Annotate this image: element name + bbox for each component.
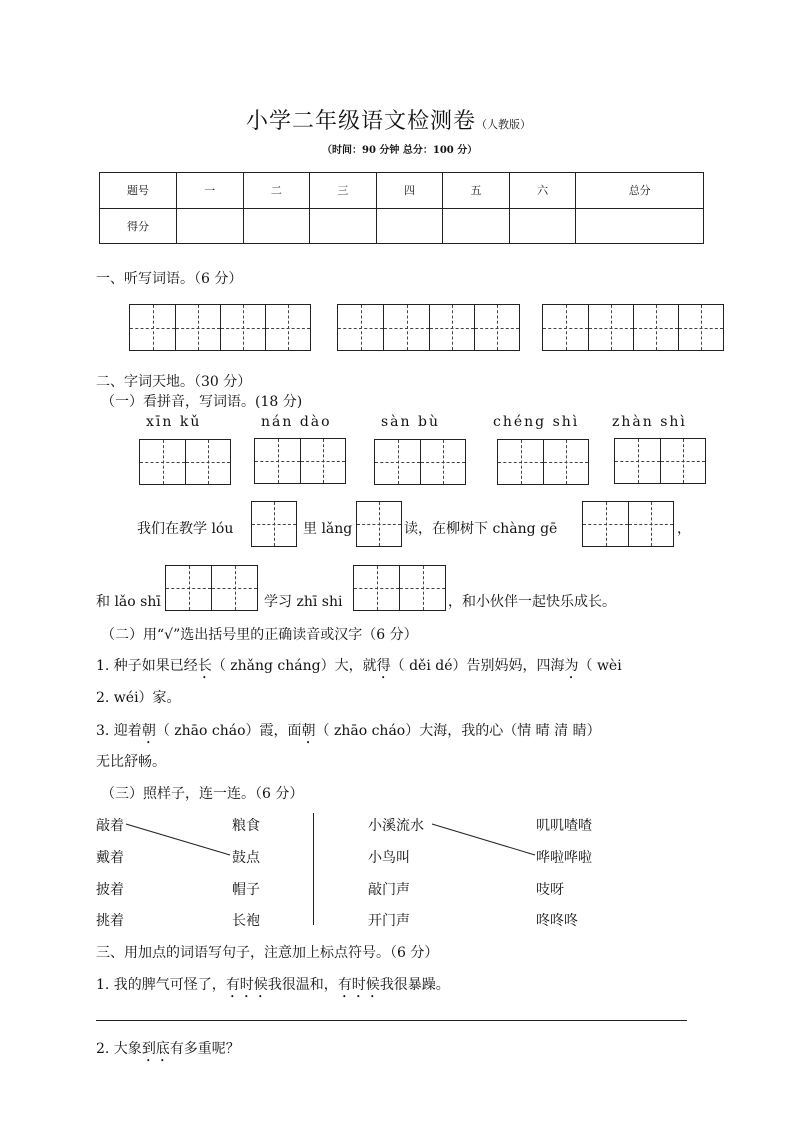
match-item[interactable]: 敲门声 xyxy=(368,882,410,898)
pinyin-label: nán dào xyxy=(261,414,332,430)
pinyin-label: chéng shì xyxy=(493,414,580,430)
sentence-text: 我们在教学 lóu xyxy=(137,521,234,537)
match-item[interactable]: 叽叽喳喳 xyxy=(536,818,592,834)
connector-line xyxy=(126,824,230,855)
sentence-text: 学习 zhī shi xyxy=(264,594,343,610)
match-item[interactable]: 哗啦哗啦 xyxy=(536,850,592,866)
match-item[interactable]: 小鸟叫 xyxy=(368,850,410,866)
sentence-text: ，和小伙伴一起快乐成长。 xyxy=(448,594,616,610)
sentence-text: 里 lǎng xyxy=(303,521,353,537)
column-header: 五 xyxy=(443,173,510,209)
section-1-title: 一、听写词语。（6 分） xyxy=(96,271,243,287)
part-3-title: （三）照样子，连一连。（6 分） xyxy=(101,786,304,802)
match-item[interactable]: 挑着 xyxy=(96,913,124,929)
page-title: 小学二年级语文检测卷（人教版） xyxy=(246,109,532,134)
exam-meta: （时间：90 分钟 总分：100 分） xyxy=(322,145,478,156)
column-header: 四 xyxy=(376,173,443,209)
pinyin-label: zhàn shì xyxy=(612,414,687,430)
connector-line xyxy=(432,824,535,855)
column-header: 一 xyxy=(177,173,244,209)
question-1-cont: 2. wéi）家。 xyxy=(96,690,181,706)
answer-line[interactable] xyxy=(96,1020,687,1021)
match-item[interactable]: 敲着 xyxy=(96,818,124,834)
column-header: 总分 xyxy=(576,173,704,209)
sentence-text: 读，在柳树下 chàng gē xyxy=(404,521,558,537)
column-header: 六 xyxy=(509,173,576,209)
match-item[interactable]: 开门声 xyxy=(368,913,410,929)
match-item[interactable]: 披着 xyxy=(96,882,124,898)
part-1-title: （一）看拼音，写词语。(18 分) xyxy=(101,394,303,410)
row-label-score: 得分 xyxy=(100,208,177,244)
row-label-number: 题号 xyxy=(100,173,177,209)
match-item[interactable]: 粮食 xyxy=(232,818,260,834)
section-2-title: 二、字词天地。（30 分） xyxy=(96,374,252,390)
pinyin-label: sàn bù xyxy=(381,414,440,430)
column-header: 二 xyxy=(243,173,310,209)
match-item[interactable]: 戴着 xyxy=(96,850,124,866)
column-header: 三 xyxy=(310,173,377,209)
sentence-text: 和 lǎo shī xyxy=(96,594,161,610)
sentence-text: ， xyxy=(677,521,691,537)
section-3-title: 三、用加点的词语写句子，注意加上标点符号。（6 分） xyxy=(96,945,439,961)
question-1: 1. 我的脾气可怪了，有时候我很温和，有时候我很暴躁。 xyxy=(96,977,450,993)
match-item[interactable]: 咚咚咚 xyxy=(536,913,578,929)
question-2: 2. 大象到底有多重呢？ xyxy=(96,1041,240,1057)
match-item[interactable]: 小溪流水 xyxy=(368,818,424,834)
part-2-title: （二）用“√”选出括号里的正确读音或汉字（6 分） xyxy=(101,627,418,643)
question-1: 1. 种子如果已经长（ zhǎng cháng）大，就得（ děi dé）告别妈妈，四海为（ wèi xyxy=(96,658,622,674)
pinyin-label: xīn kǔ xyxy=(146,414,202,430)
match-item[interactable]: 吱呀 xyxy=(536,882,564,898)
match-item[interactable]: 鼓点 xyxy=(232,850,260,866)
edition-label: （人教版） xyxy=(476,118,532,131)
question-3: 3. 迎着朝（ zhāo cháo）霞，面朝（ zhāo cháo）大海，我的心（情 晴 清 睛） xyxy=(96,723,601,739)
match-item[interactable]: 长袍 xyxy=(232,913,260,929)
match-item[interactable]: 帽子 xyxy=(232,882,260,898)
question-3-cont: 无比舒畅。 xyxy=(96,754,166,770)
